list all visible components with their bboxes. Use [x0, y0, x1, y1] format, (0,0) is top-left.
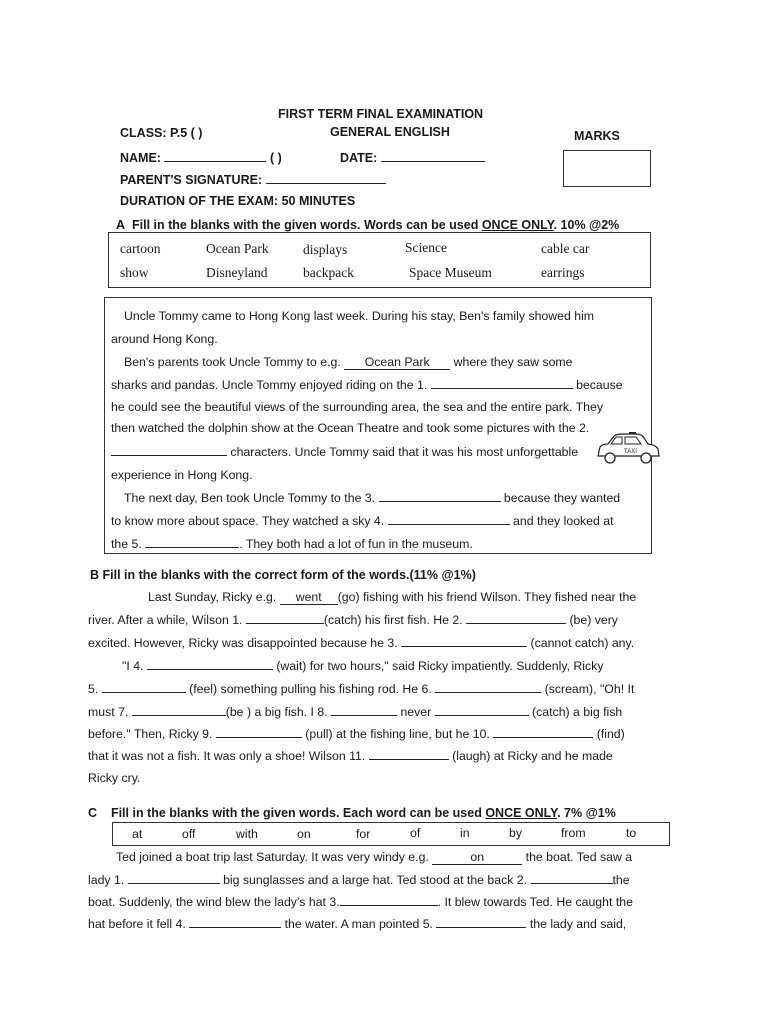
word-bank-a-item: cable car — [541, 241, 590, 256]
passage-a-text: sharks and pandas. Uncle Tommy enjoyed riding on the 1. — [111, 378, 428, 392]
section-a-instruction-text: Fill in the blanks with the given words. Words can be used — [131, 218, 482, 232]
passage-b-text: (go) fishing with his friend Wilson. They fished near the — [337, 590, 637, 604]
passage-b-text: (be ) a big fish. I 8. — [225, 705, 328, 719]
section-a-marks: . 10% @2% — [553, 218, 620, 232]
word-bank-c-item: from — [561, 826, 586, 840]
name-row — [120, 150, 282, 165]
passage-a-text: where they saw some — [453, 355, 573, 369]
passage-c-line — [88, 894, 633, 909]
blank-a2[interactable] — [111, 444, 227, 456]
passage-a-line — [111, 536, 473, 551]
blank-c2[interactable] — [531, 872, 613, 884]
word-bank-c-item: to — [626, 826, 637, 840]
subject-label: GENERAL ENGLISH — [330, 125, 450, 139]
passage-a-line: around Hong Kong. — [111, 332, 218, 346]
word-bank-a-item: Disneyland — [206, 265, 268, 280]
passage-b-line — [88, 635, 634, 650]
taxi-label: TAXI — [624, 449, 637, 455]
name-label: NAME: — [120, 151, 161, 165]
blank-b10[interactable] — [493, 726, 593, 738]
blank-b2[interactable] — [466, 612, 566, 624]
passage-b-text: must 7. — [88, 705, 129, 719]
word-bank-c-item: of — [410, 826, 421, 840]
section-a-letter: A — [116, 218, 126, 232]
passage-b-text: that it was not a fish. It was only a shoe! Wilson 11. — [88, 749, 366, 763]
passage-a-text: because — [576, 378, 623, 392]
word-bank-c — [112, 822, 670, 846]
section-c-marks: . 7% @1% — [557, 806, 616, 820]
word-bank-a-item: Space Museum — [409, 265, 492, 280]
passage-a-line: he could see the beautiful views of the surrounding area, the sea and the entire park. They — [111, 400, 603, 414]
date-row — [340, 150, 485, 165]
passage-c-text: the — [612, 873, 630, 887]
section-c-instruction-text: Fill in the blanks with the given words. Each word can be used — [110, 806, 486, 820]
passage-a-text: characters. Uncle Tommy said that it was his most unforgettable — [230, 445, 579, 459]
passage-b-line — [88, 704, 622, 719]
blank-c1[interactable] — [128, 872, 220, 884]
section-a-once-only: ONCE ONLY — [481, 218, 554, 232]
passage-c-text: . It blew towards Ted. He caught the — [437, 895, 633, 909]
blank-c5[interactable] — [436, 916, 526, 928]
section-b-letter: B — [90, 568, 100, 582]
section-c-instruction — [88, 806, 616, 820]
passage-c-text: hat before it fell 4. — [88, 917, 186, 931]
passage-c-line — [116, 850, 632, 865]
passage-c-text: big sunglasses and a large hat. Ted stood at the back 2. — [223, 873, 528, 887]
name-blank[interactable] — [164, 150, 266, 162]
date-blank[interactable] — [381, 150, 485, 162]
word-bank-a-item: Science — [405, 240, 447, 255]
blank-b11[interactable] — [369, 748, 449, 760]
marks-box[interactable] — [563, 150, 651, 187]
passage-b-line — [148, 590, 636, 605]
passage-a-line — [111, 444, 578, 459]
parent-signature-row — [120, 172, 386, 187]
passage-b-text: (scream), "Oh! It — [544, 682, 635, 696]
word-bank-c-item: off — [182, 827, 196, 841]
passage-c-text: the water. A man pointed 5. — [284, 917, 433, 931]
passage-a-text: because they wanted — [503, 491, 621, 505]
passage-b-text: never — [400, 705, 432, 719]
passage-b-text: (cannot catch) any. — [530, 636, 635, 650]
blank-b7[interactable] — [132, 704, 226, 716]
passage-a-line — [111, 513, 614, 528]
blank-c3[interactable] — [340, 894, 438, 906]
word-bank-c-item: in — [460, 826, 470, 840]
word-bank-c-item: for — [356, 827, 371, 841]
passage-c-text: lady 1. — [88, 873, 125, 887]
passage-b-line — [122, 658, 603, 673]
section-c-once-only: ONCE ONLY — [485, 806, 558, 820]
passage-a-text: to know more about space. They watched a sky 4. — [111, 514, 385, 528]
passage-b-line — [88, 726, 625, 741]
passage-c-text: the boat. Ted saw a — [525, 850, 633, 864]
marks-label: MARKS — [574, 129, 620, 143]
blank-b1[interactable] — [246, 612, 324, 624]
word-bank-c-item: at — [132, 827, 143, 841]
passage-b-line — [88, 612, 618, 627]
passage-a-line — [124, 355, 573, 370]
passage-b-text: (wait) for two hours," said Ricky impatiently. Suddenly, Ricky — [276, 659, 604, 673]
passage-c-text: Ted joined a boat trip last Saturday. It was very windy e.g. — [116, 850, 429, 864]
taxi-icon — [594, 432, 662, 468]
blank-b5[interactable] — [102, 681, 186, 693]
passage-b-text: (laugh) at Ricky and he made — [452, 749, 613, 763]
passage-a-text: and they looked at — [513, 514, 614, 528]
word-bank-a-item: cartoon — [120, 241, 161, 256]
passage-a-text: The next day, Ben took Uncle Tommy to the 3. — [124, 491, 376, 505]
passage-b-text: 5. — [88, 682, 99, 696]
passage-a-line — [124, 490, 620, 505]
passage-a-line — [111, 377, 623, 392]
word-bank-c-item: with — [236, 827, 258, 841]
blank-c4[interactable] — [189, 916, 281, 928]
passage-b-text: before." Then, Ricky 9. — [88, 727, 213, 741]
passage-a-text: . They both had a lot of fun in the museum. — [239, 537, 473, 551]
word-bank-a-item: earrings — [541, 265, 585, 280]
example-answer-b: went — [280, 590, 338, 605]
passage-c-line — [88, 916, 626, 931]
date-label: DATE: — [340, 151, 378, 165]
passage-b-line — [88, 681, 634, 696]
word-bank-c-item: by — [509, 826, 522, 840]
blank-b6[interactable] — [435, 681, 541, 693]
class-number-paren: ( ) — [269, 151, 282, 165]
exam-title: FIRST TERM FINAL EXAMINATION — [278, 107, 484, 121]
passage-b-line — [88, 748, 613, 763]
blank-b3[interactable] — [401, 635, 527, 647]
class-label: CLASS: P.5 ( ) — [120, 126, 203, 140]
word-bank-a-item: Ocean Park — [206, 241, 269, 256]
blank-a3[interactable] — [379, 490, 501, 502]
parent-signature-blank[interactable] — [266, 172, 386, 184]
passage-b-text: (feel) something pulling his fishing rod. He 6. — [189, 682, 432, 696]
blank-b8b[interactable] — [435, 704, 529, 716]
passage-a-line: experience in Hong Kong. — [111, 468, 253, 482]
passage-b-text: (be) very — [569, 613, 618, 627]
passage-b-text: (catch) his first fish. He 2. — [323, 613, 463, 627]
passage-a-line: then watched the dolphin show at the Ocean Theatre and took some pictures with the 2. — [111, 421, 590, 435]
section-b-instruction — [90, 568, 476, 582]
passage-b-text: (catch) a big fish — [532, 705, 623, 719]
blank-a4[interactable] — [388, 513, 510, 525]
passage-a-text: Ben's parents took Uncle Tommy to e.g. — [124, 355, 341, 369]
passage-c-text: the lady and said, — [529, 917, 627, 931]
passage-a-line: Uncle Tommy came to Hong Kong last week. During his stay, Ben's family showed him — [124, 309, 595, 323]
example-answer-a: Ocean Park — [344, 355, 450, 370]
word-bank-c-item: on — [297, 827, 311, 841]
section-b-instruction-text: Fill in the blanks with the correct form of the words.(11% @1%) — [102, 568, 476, 582]
passage-b-text: "I 4. — [122, 659, 144, 673]
passage-b-text: (find) — [596, 727, 625, 741]
word-bank-a-item: show — [120, 265, 149, 280]
passage-c-line — [88, 872, 630, 887]
example-answer-c: on — [432, 850, 522, 865]
section-a-instruction — [116, 218, 619, 232]
word-bank-a-item: displays — [303, 242, 348, 257]
passage-b-line: Ricky cry. — [88, 771, 141, 785]
passage-b-text: river. After a while, Wilson 1. — [88, 613, 243, 627]
section-c-letter: C — [88, 806, 98, 820]
blank-a1[interactable] — [431, 377, 573, 389]
passage-a-text: the 5. — [111, 537, 142, 551]
passage-c-text: boat. Suddenly, the wind blew the lady's hat 3. — [88, 895, 340, 909]
exam-duration: DURATION OF THE EXAM: 50 MINUTES — [120, 194, 356, 208]
passage-b-text: excited. However, Ricky was disappointed because he 3. — [88, 636, 398, 650]
blank-b8[interactable] — [331, 704, 397, 716]
word-bank-a-item: backpack — [303, 265, 354, 280]
blank-a5[interactable] — [145, 536, 239, 548]
passage-b-text: Last Sunday, Ricky e.g. — [148, 590, 277, 604]
blank-b4[interactable] — [147, 658, 273, 670]
blank-b9[interactable] — [216, 726, 302, 738]
parent-signature-label: PARENT'S SIGNATURE: — [120, 173, 263, 187]
passage-b-text: (pull) at the fishing line, but he 10. — [305, 727, 490, 741]
